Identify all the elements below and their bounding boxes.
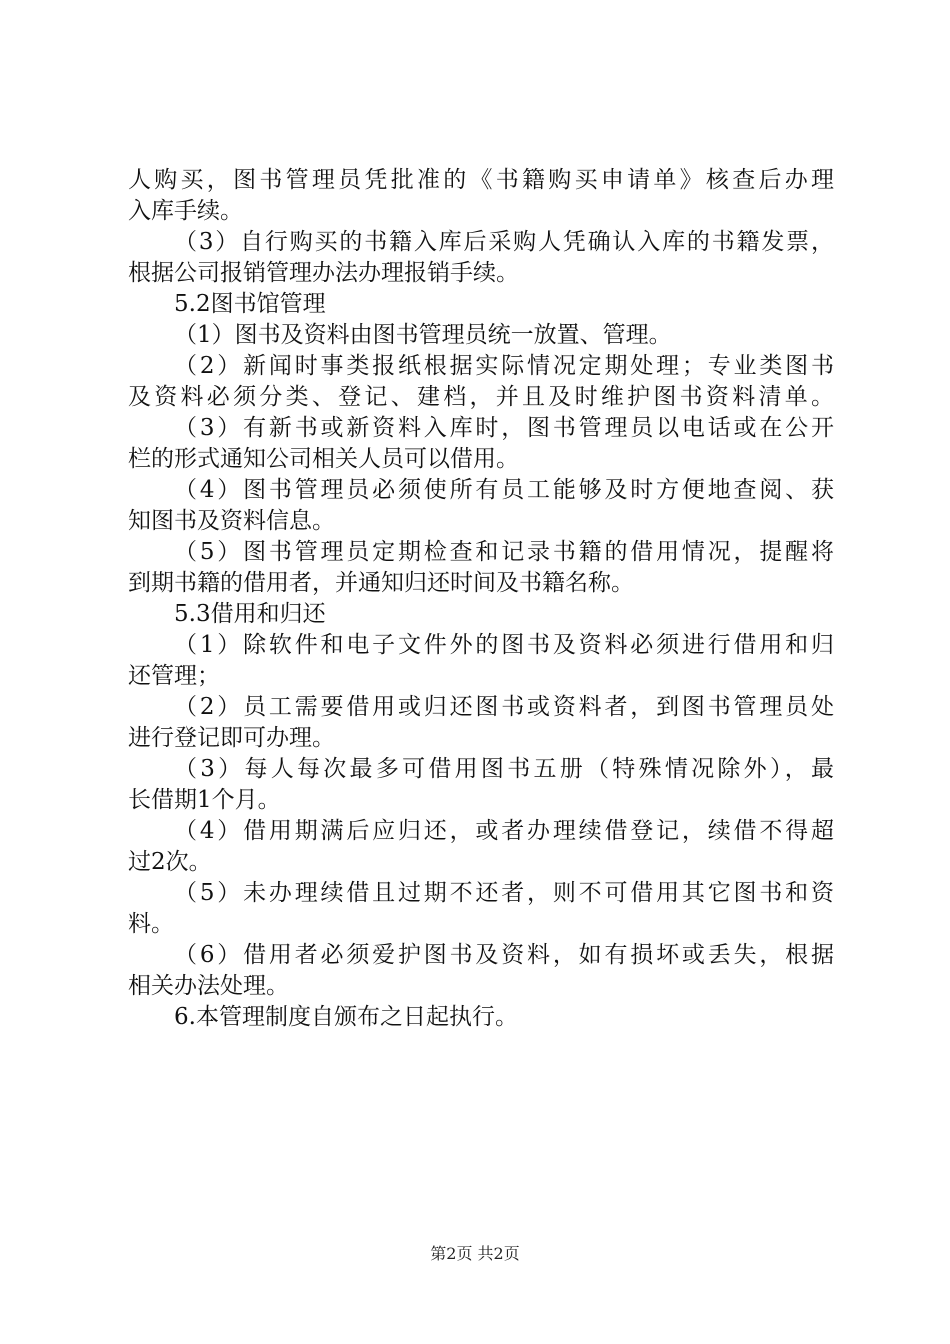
paragraph-line: （4）图书管理员必须使所有员工能够及时方便地查阅、获 [174,477,834,503]
paragraph-line: 进行登记即可办理。 [128,725,335,751]
paragraph-line: 过2次。 [128,849,212,875]
paragraph-line: （1）除软件和电子文件外的图书及资料必须进行借用和归 [174,632,834,658]
paragraph-line: 长借期1个月。 [128,787,281,813]
paragraph-line: 知图书及资料信息。 [128,508,335,534]
paragraph-line: 及资料必须分类、登记、建档，并且及时维护图书资料清单。 [128,384,834,410]
paragraph-line: （3）自行购买的书籍入库后采购人凭确认入库的书籍发票， [174,229,834,255]
paragraph-line: 6.本管理制度自颁布之日起执行。 [174,1004,518,1030]
paragraph-line: （5）图书管理员定期检查和记录书籍的借用情况，提醒将 [174,539,834,565]
paragraph-line: （4）借用期满后应归还，或者办理续借登记，续借不得超 [174,818,834,844]
paragraph-line: 到期书籍的借用者，并通知归还时间及书籍名称。 [128,570,634,596]
paragraph-line: （1）图书及资料由图书管理员统一放置、管理。 [174,322,672,348]
paragraph-line: 入库手续。 [128,198,243,224]
paragraph-line: （5）未办理续借且过期不还者，则不可借用其它图书和资 [174,880,834,906]
paragraph-line: （3）每人每次最多可借用图书五册（特殊情况除外），最 [174,756,834,782]
section-heading: 5.3借用和归还 [174,601,326,627]
paragraph-line: （6）借用者必须爱护图书及资料，如有损坏或丢失，根据 [174,942,834,968]
paragraph-line: （2）员工需要借用或归还图书或资料者，到图书管理员处 [174,694,834,720]
document-body [128,165,834,1033]
paragraph-line: 人购买，图书管理员凭批准的《书籍购买申请单》核查后办理 [128,167,834,193]
paragraph-line: 还管理； [128,663,220,689]
paragraph-line: （3）有新书或新资料入库时，图书管理员以电话或在公开 [174,415,834,441]
paragraph-line: 根据公司报销管理办法办理报销手续。 [128,260,519,286]
section-heading: 5.2图书馆管理 [174,291,326,317]
paragraph-line: 栏的形式通知公司相关人员可以借用。 [128,446,519,472]
paragraph-line: （2）新闻时事类报纸根据实际情况定期处理；专业类图书 [174,353,834,379]
paragraph-line: 料。 [128,911,174,937]
page-number-footer: 第2页 共2页 [430,1244,520,1263]
paragraph-line: 相关办法处理。 [128,973,289,999]
